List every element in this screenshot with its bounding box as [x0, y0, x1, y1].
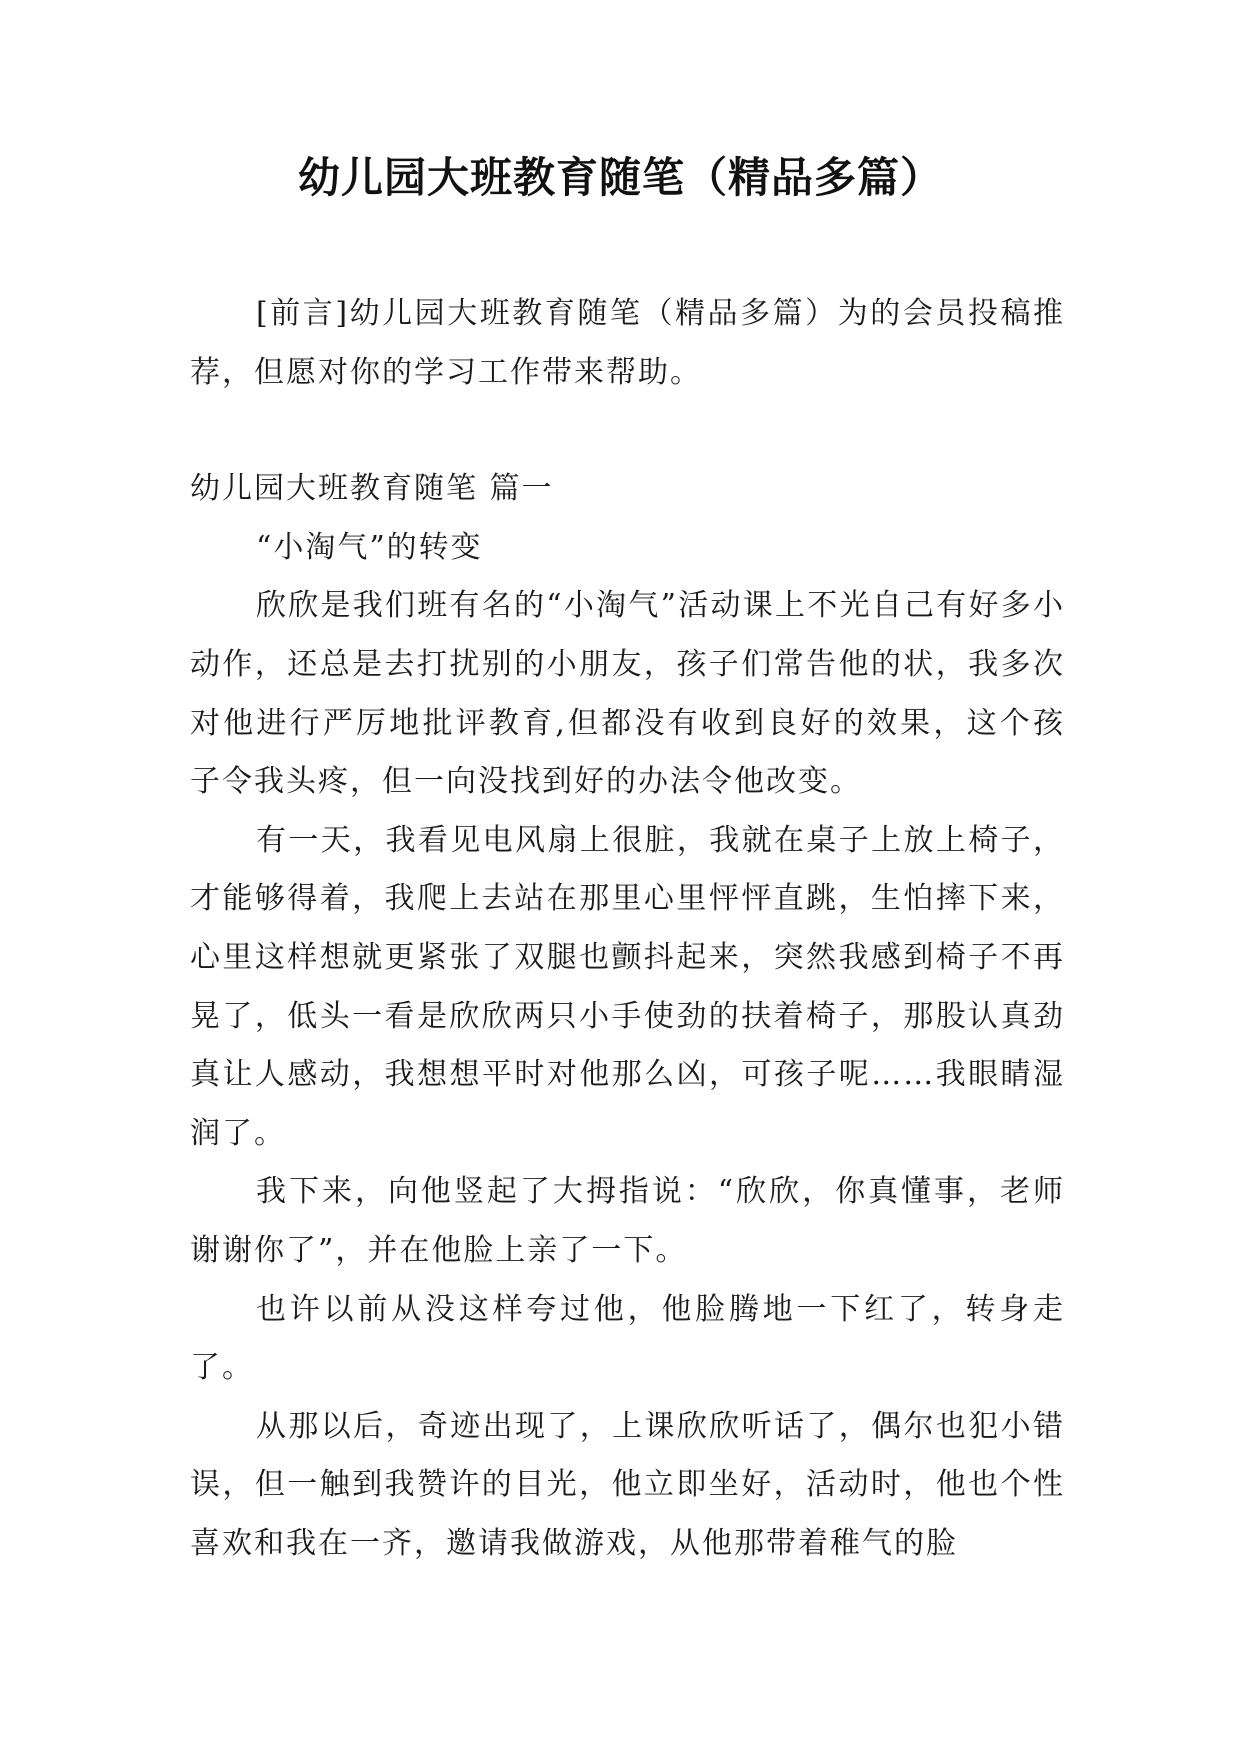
- body-paragraph: 有一天，我看见电风扇上很脏，我就在桌子上放上椅子，才能够得着，我爬上去站在那里心里怦怦直跳，生怕摔下来，心里这样想就更紧张了双腿也颤抖起来，突然我感到椅子不再晃了，低头一看是欣欣两只小手使劲的扶着椅子，那股认真劲真让人感动，我想想平时对他那么凶，可孩子呢……我眼睛湿润了。: [190, 822, 1065, 1151]
- document-body: [190, 285, 1065, 1573]
- document-title: 幼儿园大班教育随笔（精品多篇）: [297, 153, 943, 202]
- section-subtitle: “小淘气”的转变: [256, 529, 483, 565]
- body-paragraph: 从那以后，奇迹出现了，上课欣欣听话了，偶尔也犯小错误，但一触到我赞许的目光，他立即坐好，活动时，他也个性喜欢和我在一齐，邀请我做游戏，从他那带着稚气的脸: [190, 1408, 1065, 1561]
- body-paragraph: 欣欣是我们班有名的“小淘气”活动课上不光自己有好多小动作，还总是去打扰别的小朋友，孩子们常告他的状，我多次对他进行严厉地批评教育,但都没有收到良好的效果，这个孩子令我头疼，但一向没找到好的办法令他改变。: [190, 588, 1065, 800]
- body-paragraph: 我下来，向他竖起了大拇指说：“欣欣，你真懂事，老师谢谢你了”，并在他脸上亲了一下。: [190, 1174, 1065, 1268]
- section-heading: 幼儿园大班教育随笔 篇一: [190, 471, 554, 507]
- body-paragraph: 也许以前从没这样夸过他，他脸腾地一下红了，转身走了。: [190, 1291, 1065, 1386]
- preface-paragraph: [前言]幼儿园大班教育随笔（精品多篇）为的会员投稿推荐，但愿对你的学习工作带来帮助。: [190, 296, 1065, 390]
